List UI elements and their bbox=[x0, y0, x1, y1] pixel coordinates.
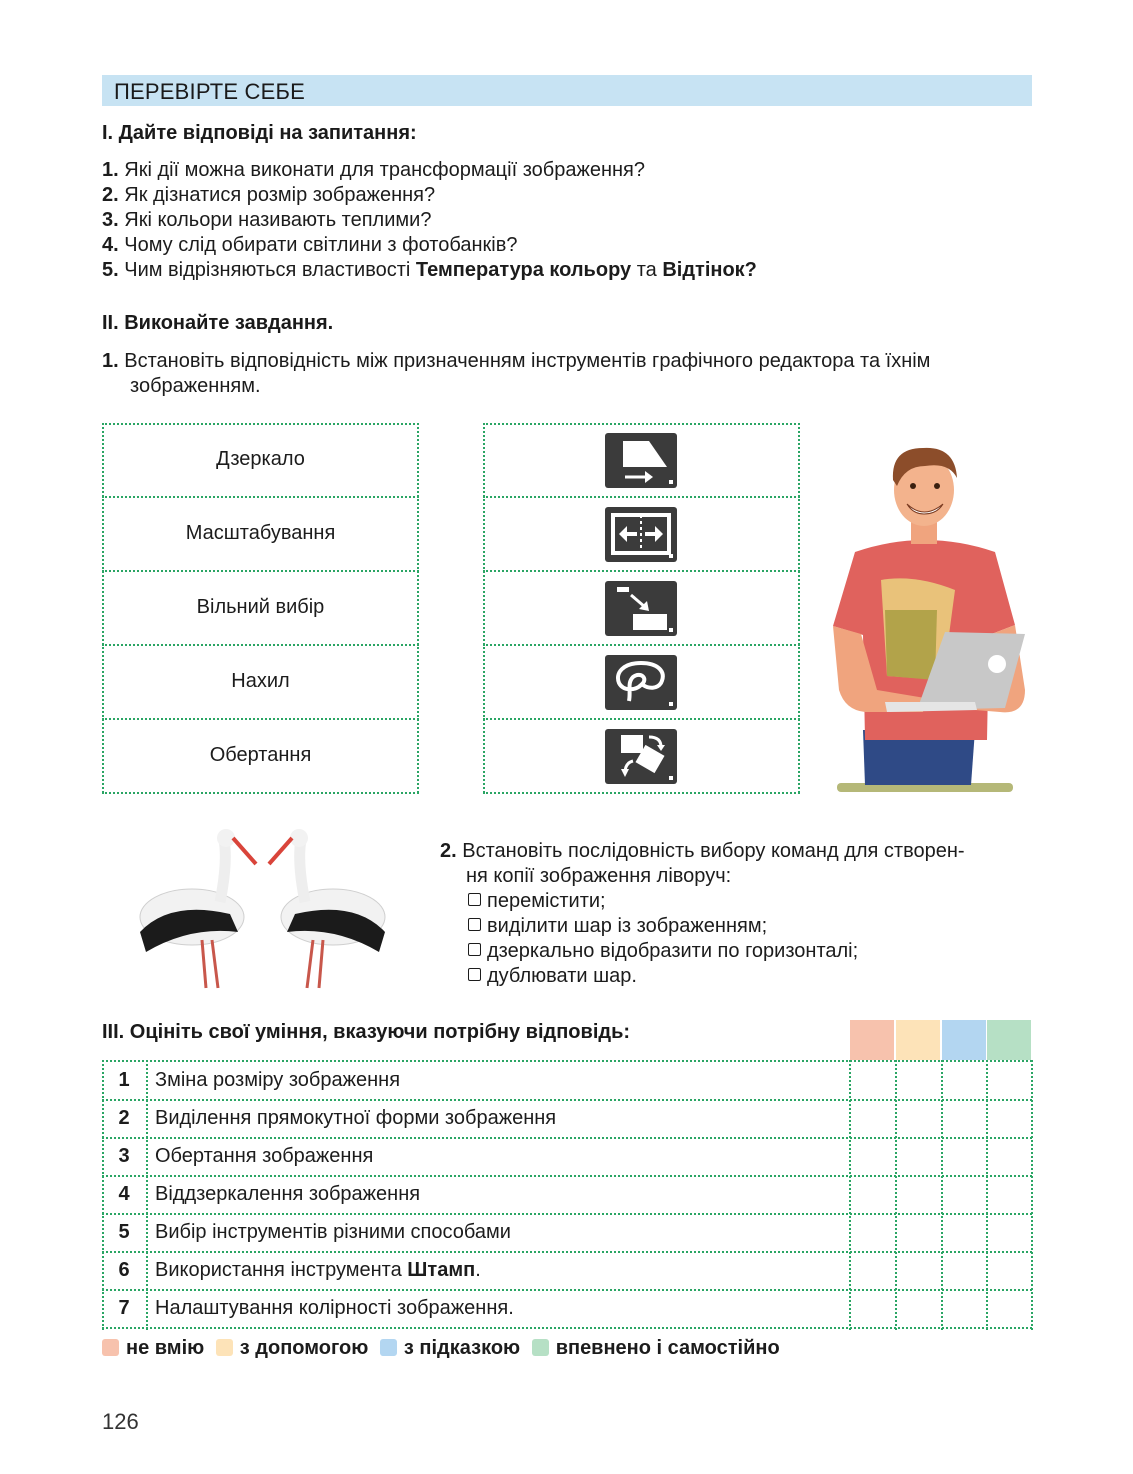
rating-color-swatch bbox=[850, 1020, 894, 1060]
task2-block: 2. Встановіть послідовність вибору команд для створен- ня копії зображення ліворуч: перемістити; виділити шар із зображенням; дзеркально відобразити по горизонталі; дублювати шар. bbox=[440, 839, 1040, 989]
checkbox-icon[interactable] bbox=[468, 918, 481, 931]
skill-row: 3 Обертання зображення bbox=[102, 1137, 1032, 1177]
task1-text: 1. Встановіть відповідність між призначенням інструментів графічного редактора та їхнім зображенням. bbox=[102, 350, 931, 397]
storks-mirror-illustration bbox=[120, 822, 405, 992]
tool-name-cell: Обертання bbox=[102, 719, 419, 794]
question-item: 5. Чим відрізняються властивості Температура кольору та Відтінок? bbox=[102, 259, 757, 281]
section1-heading: I. Дайте відповіді на запитання: bbox=[102, 122, 417, 144]
rating-color-swatch bbox=[896, 1020, 940, 1060]
rating-color-swatch bbox=[942, 1020, 986, 1060]
tool-name-cell: Вільний вибір bbox=[102, 571, 419, 646]
section3-heading: III. Оцініть свої уміння, вказуючи потрібну відповідь: bbox=[102, 1021, 631, 1043]
sequence-option[interactable]: перемістити; bbox=[440, 889, 1040, 914]
legend-item: не вмію bbox=[102, 1337, 204, 1359]
skill-row: 5 Вибір інструментів різними способами bbox=[102, 1213, 1032, 1253]
skill-row: 1 Зміна розміру зображення bbox=[102, 1061, 1032, 1101]
rating-legend bbox=[102, 1337, 786, 1360]
skill-row: 2 Виділення прямокутної форми зображення bbox=[102, 1099, 1032, 1139]
scale-tool-icon bbox=[605, 581, 677, 636]
checkbox-icon[interactable] bbox=[468, 968, 481, 981]
flip-tool-icon bbox=[605, 507, 677, 562]
legend-item: впевнено і самостійно bbox=[532, 1337, 780, 1359]
banner-title: ПЕРЕВІРТЕ СЕБЕ bbox=[114, 79, 306, 104]
question-item bbox=[102, 158, 1032, 183]
section2-heading: II. Виконайте завдання. bbox=[102, 312, 334, 334]
legend-item: з допомогою bbox=[216, 1337, 369, 1359]
question-number: 4. bbox=[102, 234, 119, 256]
question-item bbox=[102, 233, 1032, 258]
task2-number: 2. bbox=[440, 840, 457, 862]
free-select-tool-icon bbox=[605, 655, 677, 710]
sequence-option[interactable]: виділити шар із зображенням; bbox=[440, 914, 1040, 939]
page-number: 126 bbox=[102, 1409, 139, 1434]
sequence-option[interactable]: дзеркально відобразити по горизонталі; bbox=[440, 939, 1040, 964]
skill-row: 7 Налаштування колірності зображення. bbox=[102, 1289, 1032, 1329]
question-number: 2. bbox=[102, 184, 119, 206]
question-item bbox=[102, 183, 1032, 208]
question-text: Які кольори називають теплими? bbox=[124, 209, 432, 231]
perspective-tool-icon bbox=[605, 433, 677, 488]
rating-color-swatch bbox=[987, 1020, 1031, 1060]
question-number: 1. bbox=[102, 159, 119, 181]
tool-name-cell: Масштабування bbox=[102, 497, 419, 572]
legend-item: з підказкою bbox=[380, 1337, 520, 1359]
question-item bbox=[102, 208, 1032, 233]
question-number: 5. bbox=[102, 259, 119, 281]
skill-row: 4 Віддзеркалення зображення bbox=[102, 1175, 1032, 1215]
checkbox-icon[interactable] bbox=[468, 893, 481, 906]
question-text: Які дії можна виконати для трансформації зображення? bbox=[124, 159, 646, 181]
question-text: Чому слід обирати світлини з фотобанків? bbox=[124, 234, 518, 256]
question-number: 3. bbox=[102, 209, 119, 231]
student-with-laptop-illustration bbox=[825, 440, 1055, 800]
tool-name-cell: Нахил bbox=[102, 645, 419, 720]
skill-row: 6 Використання інструмента Штамп. bbox=[102, 1251, 1032, 1291]
rotate-tool-icon bbox=[605, 729, 677, 784]
sequence-option[interactable]: дублювати шар. bbox=[440, 964, 1040, 989]
tool-name-cell: Дзеркало bbox=[102, 423, 419, 498]
checkbox-icon[interactable] bbox=[468, 943, 481, 956]
tool-names-table bbox=[102, 423, 419, 793]
section-banner bbox=[102, 75, 1032, 106]
question-text: Як дізнатися розмір зображення? bbox=[124, 184, 436, 206]
questions-list bbox=[102, 158, 1032, 283]
tool-icons-table bbox=[483, 423, 800, 793]
